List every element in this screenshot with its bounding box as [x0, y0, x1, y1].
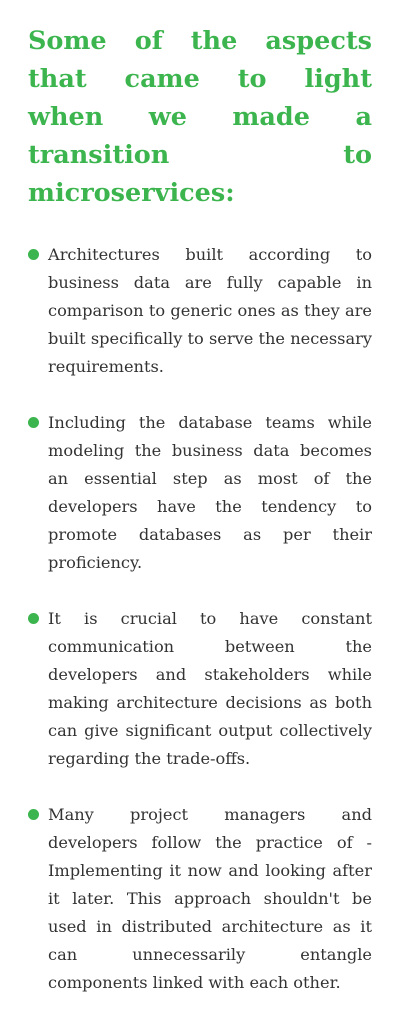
list-item-text: Architectures built according to business data are fully capable in comparison to generic ones as they are built specifically to serve the necessary requirements.: [48, 245, 372, 376]
bullet-dot-icon: [28, 249, 39, 260]
bullet-dot-icon: [28, 417, 39, 428]
section-heading: Some of the aspects that came to light when we made a transition to microservices:: [28, 26, 372, 208]
article-section: [28, 22, 372, 1025]
list-item: [28, 801, 372, 997]
list-item-text: Including the database teams while modeling the business data becomes an essential step as most of the developers have the tendency to promote databases as per their proficiency.: [48, 413, 372, 572]
bullet-dot-icon: [28, 809, 39, 820]
list-item: [28, 241, 372, 381]
list-item: [28, 605, 372, 773]
list-item: [28, 409, 372, 577]
bullet-list: [28, 241, 372, 997]
list-item-text: Many project managers and developers follow the practice of - Implementing it now and looking after it later. This approach shouldn't be used in distributed architecture as it can unnecessarily entangle components linked with each other.: [48, 805, 372, 992]
list-item-text: It is crucial to have constant communication between the developers and stakeholders while making architecture decisions as both can give significant output collectively regarding the trade-offs.: [48, 609, 372, 768]
bullet-dot-icon: [28, 613, 39, 624]
